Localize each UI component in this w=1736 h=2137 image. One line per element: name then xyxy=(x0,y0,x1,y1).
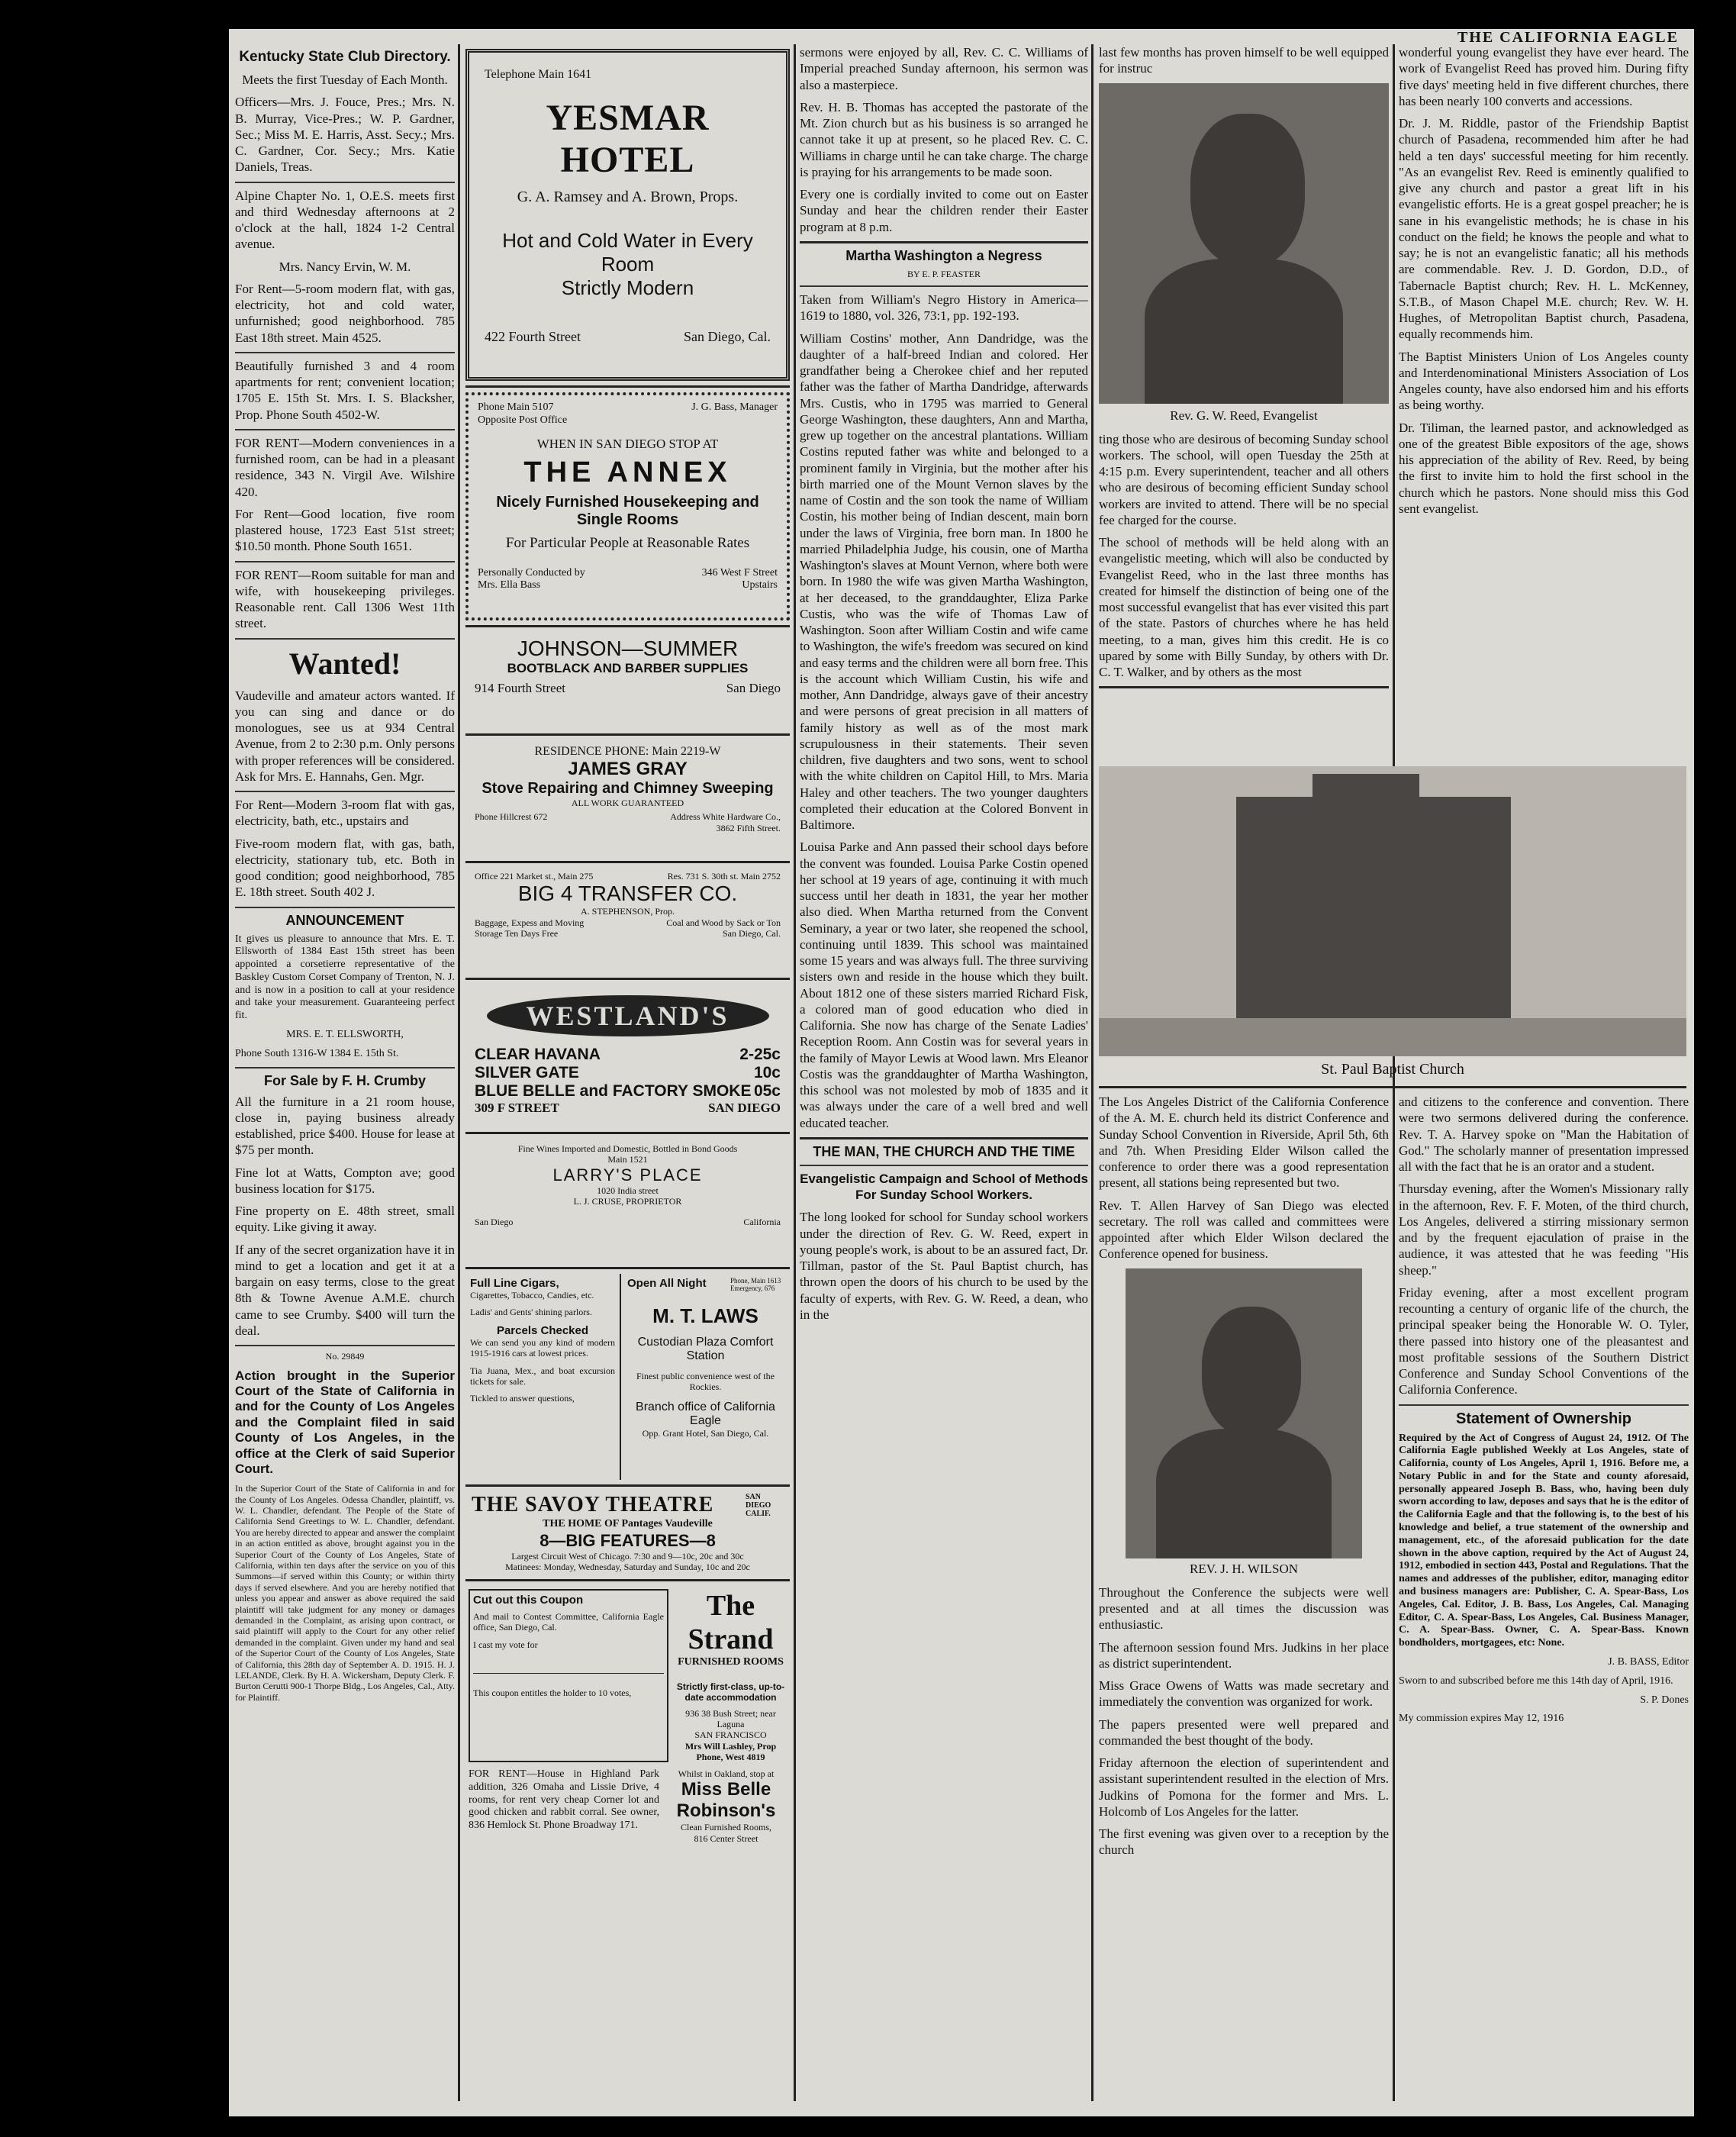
legal-body: In the Superior Court of the State of California in and for the County of Los Angeles. Odessa Chandler, plaintiff, vs. W. L. Chandler, defendant. The People of the State of California Send Greetings to W. L. Chandler, defendant. You are hereby directed to appear and answer the complaint in an action entitled as above, brought against you in the Superior Court of the County of Los Angeles, State of California, within ten days after the service on you of this Summons—if served within this County; or within thirty days if served elsewhere. And you are hereby notified that unless you appear and answer as above required the said plaintiff will take judgment for any money or damages demanded in the Complaint, as arising upon contract, or said plaintiff will apply to the Court for any other relief demanded in the complaint. Given under my hand and seal of the Superior Court of the County of Los Angeles, State of California, this 28th day of September A. D. 1915. H. J. LELANDE, Clerk. By H. A. Wickersham, Deputy Clerk. F. Burton Cerutti 900-1 Thorpe Bldg., Los Angeles, Cal., Atty. for Plaintiff. xyxy=(235,1483,455,1703)
oakland-line: Clean Furnished Rooms, xyxy=(681,1822,771,1833)
strand-city: SAN FRANCISCO xyxy=(694,1729,767,1741)
article-paragraph: Rev. T. Allen Harvey of San Diego was elected secretary. The roll was called and committees were appointed after which Elder Wilson declared the Conference opened for business. xyxy=(1099,1197,1389,1262)
big4-line: Coal and Wood by Sack or Ton xyxy=(666,917,781,928)
article-paragraph: William Costins' mother, Ann Dandridge, was the daughter of a half-breed Indian and colored. Her grandfather being a Cherokee chief and her reputed father was the father of Martha Dandridge, afterwards Mrs. Custis, who in 1795 was married to General George Washington, these daughters, Ann and Martha, grew up together on the ancestral plantations. William Costins reputed father was white and belonged to a prominent family in Virginia, but the mother after his birth married one of the Mount Vernon slaves by the name of Costin and the son took the name of William Costin, his mother being of Indian descent, main born under the laws of Virginia, free born man. In 1800 he married Philadelphia Judge, his cousin, one of Martha Washington's slaves at Mount Vernon, where both were born. In 1980 the wife was given Martha Washington, at her deceased, to the granddaughter, Eliza Parke Custis, who was the wife of Thomas Law of Washington. Soon after William Costin and wife came to Washington, the wife's freedom was secured on kind and easy terms and the children were all born free. This is the account which William Custin, his wife and mother, Ann Dandridge, always gave of their ancestry and were persons of great precision in all matters of family history as well as of the most mark scrupulousness in their statements. Their seven children, five daughters and two sons, went to school with the white children on Capitol Hill, to Mrs. Maria Haley and other teachers. The two younger daughters completed their education at the Colored Bonvent in Baltimore. xyxy=(800,330,1088,833)
sale-item: If any of the secret organization have it in mind to get a location and get it at a bargain on easy terms, close to the great 8th & Towne Avenue A.M.E. church came to see Crumby. $400 will turn the deal. xyxy=(235,1242,455,1338)
westlands-ad xyxy=(465,985,790,1127)
annex-opposite: Opposite Post Office xyxy=(478,414,568,426)
annex-ad xyxy=(465,392,790,620)
statement-title: Statement of Ownership xyxy=(1455,1410,1632,1427)
big4-residence: Res. 731 S. 30th st. Main 2752 xyxy=(667,871,781,882)
annex-manager: J. G. Bass, Manager xyxy=(691,401,778,413)
cigars-line: Cigarettes, Tobacco, Candies, etc. xyxy=(470,1290,594,1301)
laws-finest: Finest public convenience west of the Rockies. xyxy=(636,1371,775,1393)
kentucky-officers: Officers—Mrs. J. Fouce, Pres.; Mrs. N. B. Murray, Vice-Pres.; W. P. Gardner, Sec.; Miss M. E. Harris, Asst. Secy.; Mrs. C. Gardner, Cor. Secy.; Mrs. Katie Daniels, Treas. xyxy=(235,95,455,175)
laws-name: M. T. LAWS xyxy=(652,1304,758,1327)
gray-phone: RESIDENCE PHONE: Main 2219-W xyxy=(534,745,721,758)
big4-transfer-ad xyxy=(465,868,790,973)
laws-open: Open All Night xyxy=(627,1277,707,1290)
kentucky-meets: Meets the first Tuesday of Each Month. xyxy=(242,73,448,87)
strand-prop: Mrs Will Lashley, Prop xyxy=(684,1740,777,1752)
article-paragraph: The Los Angeles District of the California Conference of the A. M. E. church held its district Conference and Sunday School Convention in Riverside, April 5th, 6th and 7th. When Presiding Elder Wilson called the conference to order there was a good representation present, all stations being represented but two. xyxy=(1099,1094,1389,1191)
westlands-item: SILVER GATE xyxy=(475,1064,579,1081)
legal-heading: Action brought in the Superior Court of the State of California in and for the County of Los Angeles and the Complaint filed in said County of Los Angeles, in the office at the Clerk of said Superior Court. xyxy=(235,1368,455,1476)
belle-robinson-ad xyxy=(662,1765,790,1887)
article-paragraph: sermons were enjoyed by all, Rev. C. C. Williams of Imperial preached Sunday afternoon, his sermon was also a masterpiece. xyxy=(800,45,1088,92)
rent-ad: For Rent—5-room modern flat, with gas, electricity, hot and cold water, unfurnished; good neighborhood. 785 East 18th street. Main 4525. xyxy=(235,281,455,345)
savoy-matinees: Matinees: Monday, Wednesday, Saturday and Sunday, 10c and 20c xyxy=(505,1562,750,1573)
yesmar-city: San Diego, Cal. xyxy=(684,329,771,344)
laws-branch: Branch office of California Eagle xyxy=(636,1400,775,1427)
column-rule xyxy=(458,44,460,2101)
parcels-text: Tia Juana, Mex., and boat excursion tickets for sale. xyxy=(470,1365,615,1387)
wilson-caption: REV. J. H. WILSON xyxy=(1190,1561,1298,1576)
savoy-features: 8—BIG FEATURES—8 xyxy=(539,1530,716,1550)
westlands-price: 2-25c xyxy=(739,1046,781,1063)
column-2-ads xyxy=(465,44,790,2116)
westlands-item: CLEAR HAVANA xyxy=(475,1046,601,1063)
article-paragraph: The papers presented were well prepared and commanded the best thought of the body. xyxy=(1099,1716,1389,1748)
yesmar-phone: Telephone Main 1641 xyxy=(485,68,592,81)
article-paragraph: Every one is cordially invited to come out on Easter Sunday and hear the children render their Easter program at 8 p.m. xyxy=(800,187,1088,234)
church-caption: St. Paul Baptist Church xyxy=(1321,1061,1464,1078)
newspaper-page xyxy=(229,29,1694,2116)
yesmar-hotel-ad xyxy=(465,49,790,381)
savoy-city: SAN DIEGO CALIF. xyxy=(746,1493,771,1518)
big4-line: Storage Ten Days Free xyxy=(475,928,559,940)
statement-expires: My commission expires May 12, 1916 xyxy=(1399,1713,1564,1725)
cigars-line: Ladis' and Gents' shining parlors. xyxy=(470,1307,592,1318)
big4-name: BIG 4 TRANSFER CO. xyxy=(517,882,738,906)
announcement-signature: MRS. E. T. ELLSWORTH, xyxy=(286,1029,404,1041)
announcement-phone: Phone South 1316-W 1384 E. 15th St. xyxy=(235,1047,399,1059)
kentucky-title: Kentucky State Club Directory. xyxy=(239,49,451,65)
article-paragraph: Thursday evening, after the Women's Missionary rally in the afternoon, Rev. F. F. Moten, of the third church, Los Angeles, delivered a stirring missionary sermon and by the frequent ejaculation of praise in the audience, it was attested that he was feeding "His sheep." xyxy=(1399,1181,1689,1278)
gray-guarantee: ALL WORK GUARANTEED xyxy=(571,798,684,808)
johnson-name: JOHNSON—SUMMER xyxy=(517,637,739,660)
gray-phone2: Phone Hillcrest 672 xyxy=(475,811,548,823)
coupon-entitles: This coupon entitles the holder to 10 votes, xyxy=(473,1687,632,1699)
article-paragraph: and citizens to the conference and convention. There were two sermons delivered during the conference. Rev. T. A. Harvey spoke on "Man the Habitation of God." The scholarly manner of presentation impressed all with the fact that he is an orator and a student. xyxy=(1399,1094,1689,1174)
sale-item: Fine property on E. 48th street, small equity. Like giving it away. xyxy=(235,1204,455,1235)
statement-sworn: Sworn to and subscribed before me this 14th day of April, 1916. xyxy=(1399,1674,1673,1687)
annex-tagline: Nicely Furnished Housekeeping and Single Rooms xyxy=(496,493,759,528)
statement-body: Required by the Act of Congress of August 24, 1912. Of The California Eagle published Weekly at Los Angeles, state of California, county of Los Angeles, April 1, 1916. Before me, a Notary Public in and for the State and county aforesaid, personally appeared Joseph B. Bass, who, having been duly sworn according to law, deposes and says that he is the editor of the California Eagle and that the following is, to the best of his knowledge and belief, a true statement of the ownership and management, etc., of the aforesaid publication for the date shown in the above caption, required by the Act of August 24, 1912, embodied in section 443, Postal and Regulations. That the names and addresses of the publisher, editor, managing editor and business managers are: Publisher, C. A. Spear-Bass, Los Angeles, Cal. Editor, J. B. Bass, Los Angeles, Cal. Managing Editor, C. A. Spear-Bass, Los Angeles, Cal. Business Manager, C. A. Spear-Bass. Owner, C. A. Spear-Bass. Known bondholders, mortgagees, etc: None. xyxy=(1399,1432,1689,1649)
for-sale-title: For Sale by F. H. Crumby xyxy=(263,1072,427,1088)
wanted-text: Vaudeville and amateur actors wanted. If you can sing and dance or do monologues, see us at 934 Central Avenue, from 2 to 2:30 p.m. Only persons with proper references will be considered. Ask for Mrs. E. Hannahs, Gen. Mgr. xyxy=(235,688,455,784)
laws-station: Custodian Plaza Comfort Station xyxy=(637,1336,774,1362)
legal-number: No. 29849 xyxy=(325,1351,365,1362)
coupon-vote-label: I cast my vote for xyxy=(473,1639,538,1650)
wanted-heading: Wanted! xyxy=(288,646,401,681)
column-4-lower xyxy=(1099,1094,1389,2116)
article-paragraph: Dr. Tiliman, the learned pastor, and acknowledged as one of the greatest Bible expositors of the age, shows his appreciation of the ability of Rev. Reed, by being the first to invite him to hold the first school in the church which he pastors. None should miss this God sent evangelist. xyxy=(1399,420,1689,516)
column-5-lower xyxy=(1399,1094,1689,2116)
article-paragraph: The long looked for school for Sunday school workers under the direction of Rev. G. W. Reed, expert in young people's work, is about to be an assured fact, Dr. Tillman, pastor of the St. Paul Baptist church, has thrown open the doors of his church to be used by the faculty of experts, with Rev. G. W. Reed, a dean, who in the xyxy=(800,1210,1088,1322)
annex-phone: Phone Main 5107 xyxy=(478,401,554,413)
larry-state: California xyxy=(743,1216,781,1227)
announcement-title: ANNOUNCEMENT xyxy=(285,912,404,928)
column-5 xyxy=(1399,44,1689,754)
big4-line: Baggage, Expess and Moving xyxy=(475,917,585,928)
reed-caption: Rev. G. W. Reed, Evangelist xyxy=(1170,408,1318,423)
annex-address2: Upstairs xyxy=(742,579,778,591)
larrys-place-ad xyxy=(465,1139,790,1262)
article-paragraph: Taken from William's Negro History in America—1619 to 1880, vol. 326, 73:1, pp. 192-193. xyxy=(800,292,1088,324)
yesmar-name: YESMAR HOTEL xyxy=(546,98,710,180)
alpine-chapter: Alpine Chapter No. 1, O.E.S. meets first and third Wednesday afternoons at 2 o'clock at the hall, 1824 1-2 Central avenue. xyxy=(235,188,455,252)
yesmar-tagline2: Strictly Modern xyxy=(561,276,694,299)
strand-phone: Phone, West 4819 xyxy=(696,1752,765,1763)
article-paragraph: The school of methods will be held along with an evangelistic meeting, which will also be conducted by Evangelist Reed, who in the last three months has created for himself the distinction of being one of the most successful evangelist that has ever visited this part of the state. Pastors of churches where he has held meeting, to a man, gives him this credit. He is co upared by some with Billy Sunday, by others with Dr. C. T. Walker, and by others as the most xyxy=(1099,535,1389,679)
westlands-item: BLUE BELLE and FACTORY SMOKE xyxy=(475,1082,752,1100)
gray-address2: 3862 Fifth Street. xyxy=(716,822,781,833)
coupon-title: Cut out this Coupon xyxy=(473,1594,584,1607)
strand-name: The Strand xyxy=(688,1590,774,1655)
article-paragraph: ting those who are desirous of becoming Sunday school workers. The school, will open Tuesday the 25th at 4:15 p.m. Every superintendent, teacher and all others who are desirous of becoming efficient Sunday school workers are invited to attend. There will be no special fee charged for the course. xyxy=(1099,431,1389,527)
oakland-line: 816 Center Street xyxy=(694,1832,758,1844)
yesmar-address: 422 Fourth Street xyxy=(485,329,581,344)
larry-address: 1020 India street xyxy=(597,1185,659,1196)
rent-ad: Five-room modern flat, with gas, bath, electricity, stationary tub, etc. Both in good condition; good neighborhood, 785 E. 18th street. South 402 J. xyxy=(235,836,455,900)
alpine-signature: Mrs. Nancy Ervin, W. M. xyxy=(279,259,411,274)
highland-text: FOR RENT—House in Highland Park addition, 326 Omaha and Lissie Drive, 4 rooms, for rent very cheap Corner lot and good chicken and rabbit corral. See owner, 836 Hemlock St. Phone Broadway 171. xyxy=(469,1768,659,1832)
james-gray-ad xyxy=(465,740,790,856)
westlands-price: 10c xyxy=(753,1064,781,1081)
statement-signature: J. B. BASS, Editor xyxy=(1608,1656,1689,1668)
sale-item: All the furniture in a 21 room house, close in, paying business already established, price $400. House for lease at $75 per month. xyxy=(235,1094,455,1158)
mt-laws-ad xyxy=(621,1274,790,1480)
coupon-box[interactable] xyxy=(469,1589,668,1762)
article-paragraph: wonderful young evangelist they have ever heard. The work of Evangelist Reed has proved him. During fifty five days' meeting held in five different churches, there has been nearly 100 converts and accessions. xyxy=(1399,45,1689,108)
big4-office: Office 221 Market st., Main 275 xyxy=(475,871,594,882)
strand-ad xyxy=(672,1586,790,1765)
larry-name: LARRY'S PLACE xyxy=(552,1165,703,1185)
westlands-address: 309 F STREET xyxy=(475,1101,559,1115)
article-paragraph: Throughout the Conference the subjects were well presented and at all times the discussion was enthusiastic. xyxy=(1099,1584,1389,1633)
larry-city: San Diego xyxy=(475,1216,514,1227)
big4-line: San Diego, Cal. xyxy=(723,928,781,940)
article-paragraph: Miss Grace Owens of Watts was made secretary and immediately the convention was organized for work. xyxy=(1099,1678,1389,1710)
article-paragraph: Rev. H. B. Thomas has accepted the pastorate of the Mt. Zion church but as his business is so arranged he cannot take it up at present, so he placed Rev. C. C. Williams in charge until he can take charge. The charge is praying for his arrangements to be made soon. xyxy=(800,99,1088,179)
strand-sub: FURNISHED ROOMS xyxy=(678,1656,784,1668)
column-3 xyxy=(800,44,1088,2116)
strand-tagline: Strictly first-class, up-to-date accommodation xyxy=(676,1681,785,1703)
column-1 xyxy=(235,44,455,2116)
johnson-tagline: BOOTBLACK AND BARBER SUPPLIES xyxy=(507,661,749,675)
article-paragraph: Dr. J. M. Riddle, pastor of the Friendship Baptist church of Pasadena, recommended him after he had held a ten days' successful meeting for him recently. "As an evangelist Rev. Reed is eminently qualified to give any church and pastor a great lift in his evangelistic efforts. He is a great gospel preacher; he is sane in his evangelistic methods; he is chase in his conduct on the field; he knows the people and what to say; he is not an evangelistic fanatic; all his methods are commendable. Rev. J. D. Gordon, D.D., of Tabernacle Baptist church; Rev. H. L. McKenney, S.T.B., of Mason Chapel M.E. church; Rev. W. H. Hughes, of Metropolitan Baptist church, Pasadena, equally recommends him. xyxy=(1399,116,1689,342)
church-photo xyxy=(1099,766,1686,1056)
annex-name: THE ANNEX xyxy=(523,456,732,488)
cigars-ad xyxy=(465,1274,621,1480)
coupon-vote-line[interactable] xyxy=(473,1656,664,1674)
larry-phone: Main 1521 xyxy=(607,1154,648,1165)
column-rule xyxy=(794,44,796,2101)
gray-address: Address White Hardware Co., xyxy=(670,811,781,823)
article-paragraph: Friday afternoon the election of superintendent and assistant superintendent resulted in the election of Mrs. Judkins of Pomona for the former and Mrs. L. Holcomb of Los Angeles for the latter. xyxy=(1099,1755,1389,1819)
larry-top: Fine Wines Imported and Domestic, Bottled in Bond Goods xyxy=(517,1143,738,1154)
rent-ad: For Rent—Modern 3-room flat with gas, electricity, bath, etc., upstairs and xyxy=(235,798,455,829)
martha-title: Martha Washington a Negress xyxy=(845,247,1042,263)
larry-prop: L. J. CRUSE, PROPRIETOR xyxy=(573,1196,682,1207)
savoy-theatre-ad xyxy=(465,1491,790,1575)
johnson-summer-ad xyxy=(465,632,790,729)
gray-name: JAMES GRAY xyxy=(568,759,688,779)
johnson-address: 914 Fourth Street xyxy=(475,681,565,695)
yesmar-tagline: Hot and Cold Water in Every Room xyxy=(502,229,753,276)
man-church-subtitle: Evangelistic Campaign and School of Methods For Sunday School Workers. xyxy=(800,1171,1088,1203)
highland-park-ad xyxy=(465,1765,662,1887)
coupon-text: And mail to Contest Committee, California Eagle office, San Diego, Cal. xyxy=(473,1611,664,1633)
cigars-title: Full Line Cigars, xyxy=(470,1277,559,1290)
article-paragraph: last few months has proven himself to be well equipped for instruc xyxy=(1099,45,1389,76)
man-church-title: THE MAN, THE CHURCH AND THE TIME xyxy=(813,1143,1075,1159)
column-rule xyxy=(1091,44,1093,2101)
strand-address: 936 38 Bush Street; near Laguna xyxy=(685,1707,776,1729)
savoy-home: THE HOME OF Pantages Vaudeville xyxy=(543,1518,713,1529)
annex-conductor: Mrs. Ella Bass xyxy=(478,579,541,591)
article-paragraph: The Baptist Ministers Union of Los Angeles county and Interdenominational Ministers Association of Los Angeles county, have also endorsed him and his efforts as being worthy. xyxy=(1399,349,1689,413)
statement-notary: S. P. Dones xyxy=(1640,1694,1689,1706)
westlands-city: SAN DIEGO xyxy=(708,1101,781,1115)
parcels-title: Parcels Checked xyxy=(496,1323,589,1337)
oakland-top: Whilst in Oakland, stop at xyxy=(678,1768,775,1779)
church-photo-block xyxy=(1099,762,1686,1093)
reed-portrait xyxy=(1099,83,1389,404)
wilson-portrait xyxy=(1126,1268,1362,1558)
article-paragraph: The first evening was given over to a reception by the church xyxy=(1099,1826,1389,1858)
rent-ad: Beautifully furnished 3 and 4 room apartments for rent; convenient location; 1705 E. 15th St. Mrs. I. S. Blacksher, Prop. Phone South 4502-W. xyxy=(235,358,455,422)
johnson-city: San Diego xyxy=(726,681,781,695)
rent-ad: FOR RENT—Modern conveniences in a furnished room, can be had in a pleasant residence, 343 N. Virgil Ave. Wilshire 420. xyxy=(235,435,455,499)
masthead: THE CALIFORNIA EAGLE xyxy=(1457,29,1679,46)
rent-ad: For Rent—Good location, five room plastered house, 1723 East 51st street; $10.50 month. Phone South 1651. xyxy=(235,506,455,554)
article-paragraph: Louisa Parke and Ann passed their school days before the convent was founded. Louisa Parke Costin opened her school at 19 years of age, continuing it with much success until her death in 1831, the year her mother also died. When Martha returned from the Convent Seminary, a year or two later, she reopened the school, continuing until 1839. This school was maintained some 15 years and was always full. The three surviving sisters own and reside in the house which they built. About 1812 one of these sisters married Richard Fisk, a colored man of good education who died in California. She now has charge of the Senate Ladies' Reception Room. Ann Costin was for several years in the family of Mayor Lewis at Wood lawn. Mrs Eleanor Costis was the granddaughter of Martha Washington, this school was not molested by mob of 1835 and it was always under the care of a well bred and well educated teacher. xyxy=(800,840,1088,1130)
annex-tagline2: For Particular People at Reasonable Rates xyxy=(505,534,750,551)
annex-when: WHEN IN SAN DIEGO STOP AT xyxy=(536,436,719,451)
big4-prop: A. STEPHENSON, Prop. xyxy=(580,906,675,917)
westlands-logo: WESTLAND'S xyxy=(487,995,769,1036)
savoy-name: THE SAVOY THEATRE xyxy=(472,1493,714,1517)
parcels-text: We can send you any kind of modern 1915-1916 cars at lowest prices. xyxy=(470,1336,615,1359)
savoy-circuit: Largest Circuit West of Chicago. 7:30 and 9—10c, 20c and 30c xyxy=(511,1550,744,1562)
rent-ad: FOR RENT—Room suitable for man and wife, with housekeeping privileges. Reasonable rent. Call 1306 West 11th street. xyxy=(235,567,455,631)
yesmar-props: G. A. Ramsey and A. Brown, Props. xyxy=(517,189,739,205)
article-paragraph: The afternoon session found Mrs. Judkins in her place as district superintendent. xyxy=(1099,1639,1389,1671)
laws-opposite: Opp. Grant Hotel, San Diego, Cal. xyxy=(642,1427,769,1439)
sale-item: Fine lot at Watts, Compton ave; good business location for $175. xyxy=(235,1165,455,1196)
annex-address: 346 West F Street xyxy=(701,566,778,579)
parcels-text: Tickled to answer questions, xyxy=(470,1393,575,1404)
martha-byline: BY E. P. FEASTER xyxy=(907,268,981,279)
oakland-name: Miss Belle Robinson's xyxy=(676,1779,776,1822)
announcement-text: It gives us pleasure to announce that Mrs. E. T. Ellsworth of 1384 East 15th street has been appointed a corsetierre representative of the Baskley Custom Corset Company of Trenton, N. J. and is now in a position to call at your residence and take your measurement. Guaranteeing perfect fit. xyxy=(235,933,455,1022)
annex-conducted: Personally Conducted by xyxy=(478,566,585,579)
article-paragraph: Friday evening, after a most excellent program recounting a century of organic life of the church, the principal speaker being the Honorable W. O. Tyler, there passed into history one of the pleasantest and most profitable sessions of the Southern District Conference and Sunday School Conventions of the California Conference. xyxy=(1399,1284,1689,1397)
laws-phone: Phone, Main 1613 Emergency, 676 xyxy=(730,1277,781,1292)
westlands-price: 05c xyxy=(753,1082,781,1100)
gray-tagline: Stove Repairing and Chimney Sweeping xyxy=(482,780,774,797)
